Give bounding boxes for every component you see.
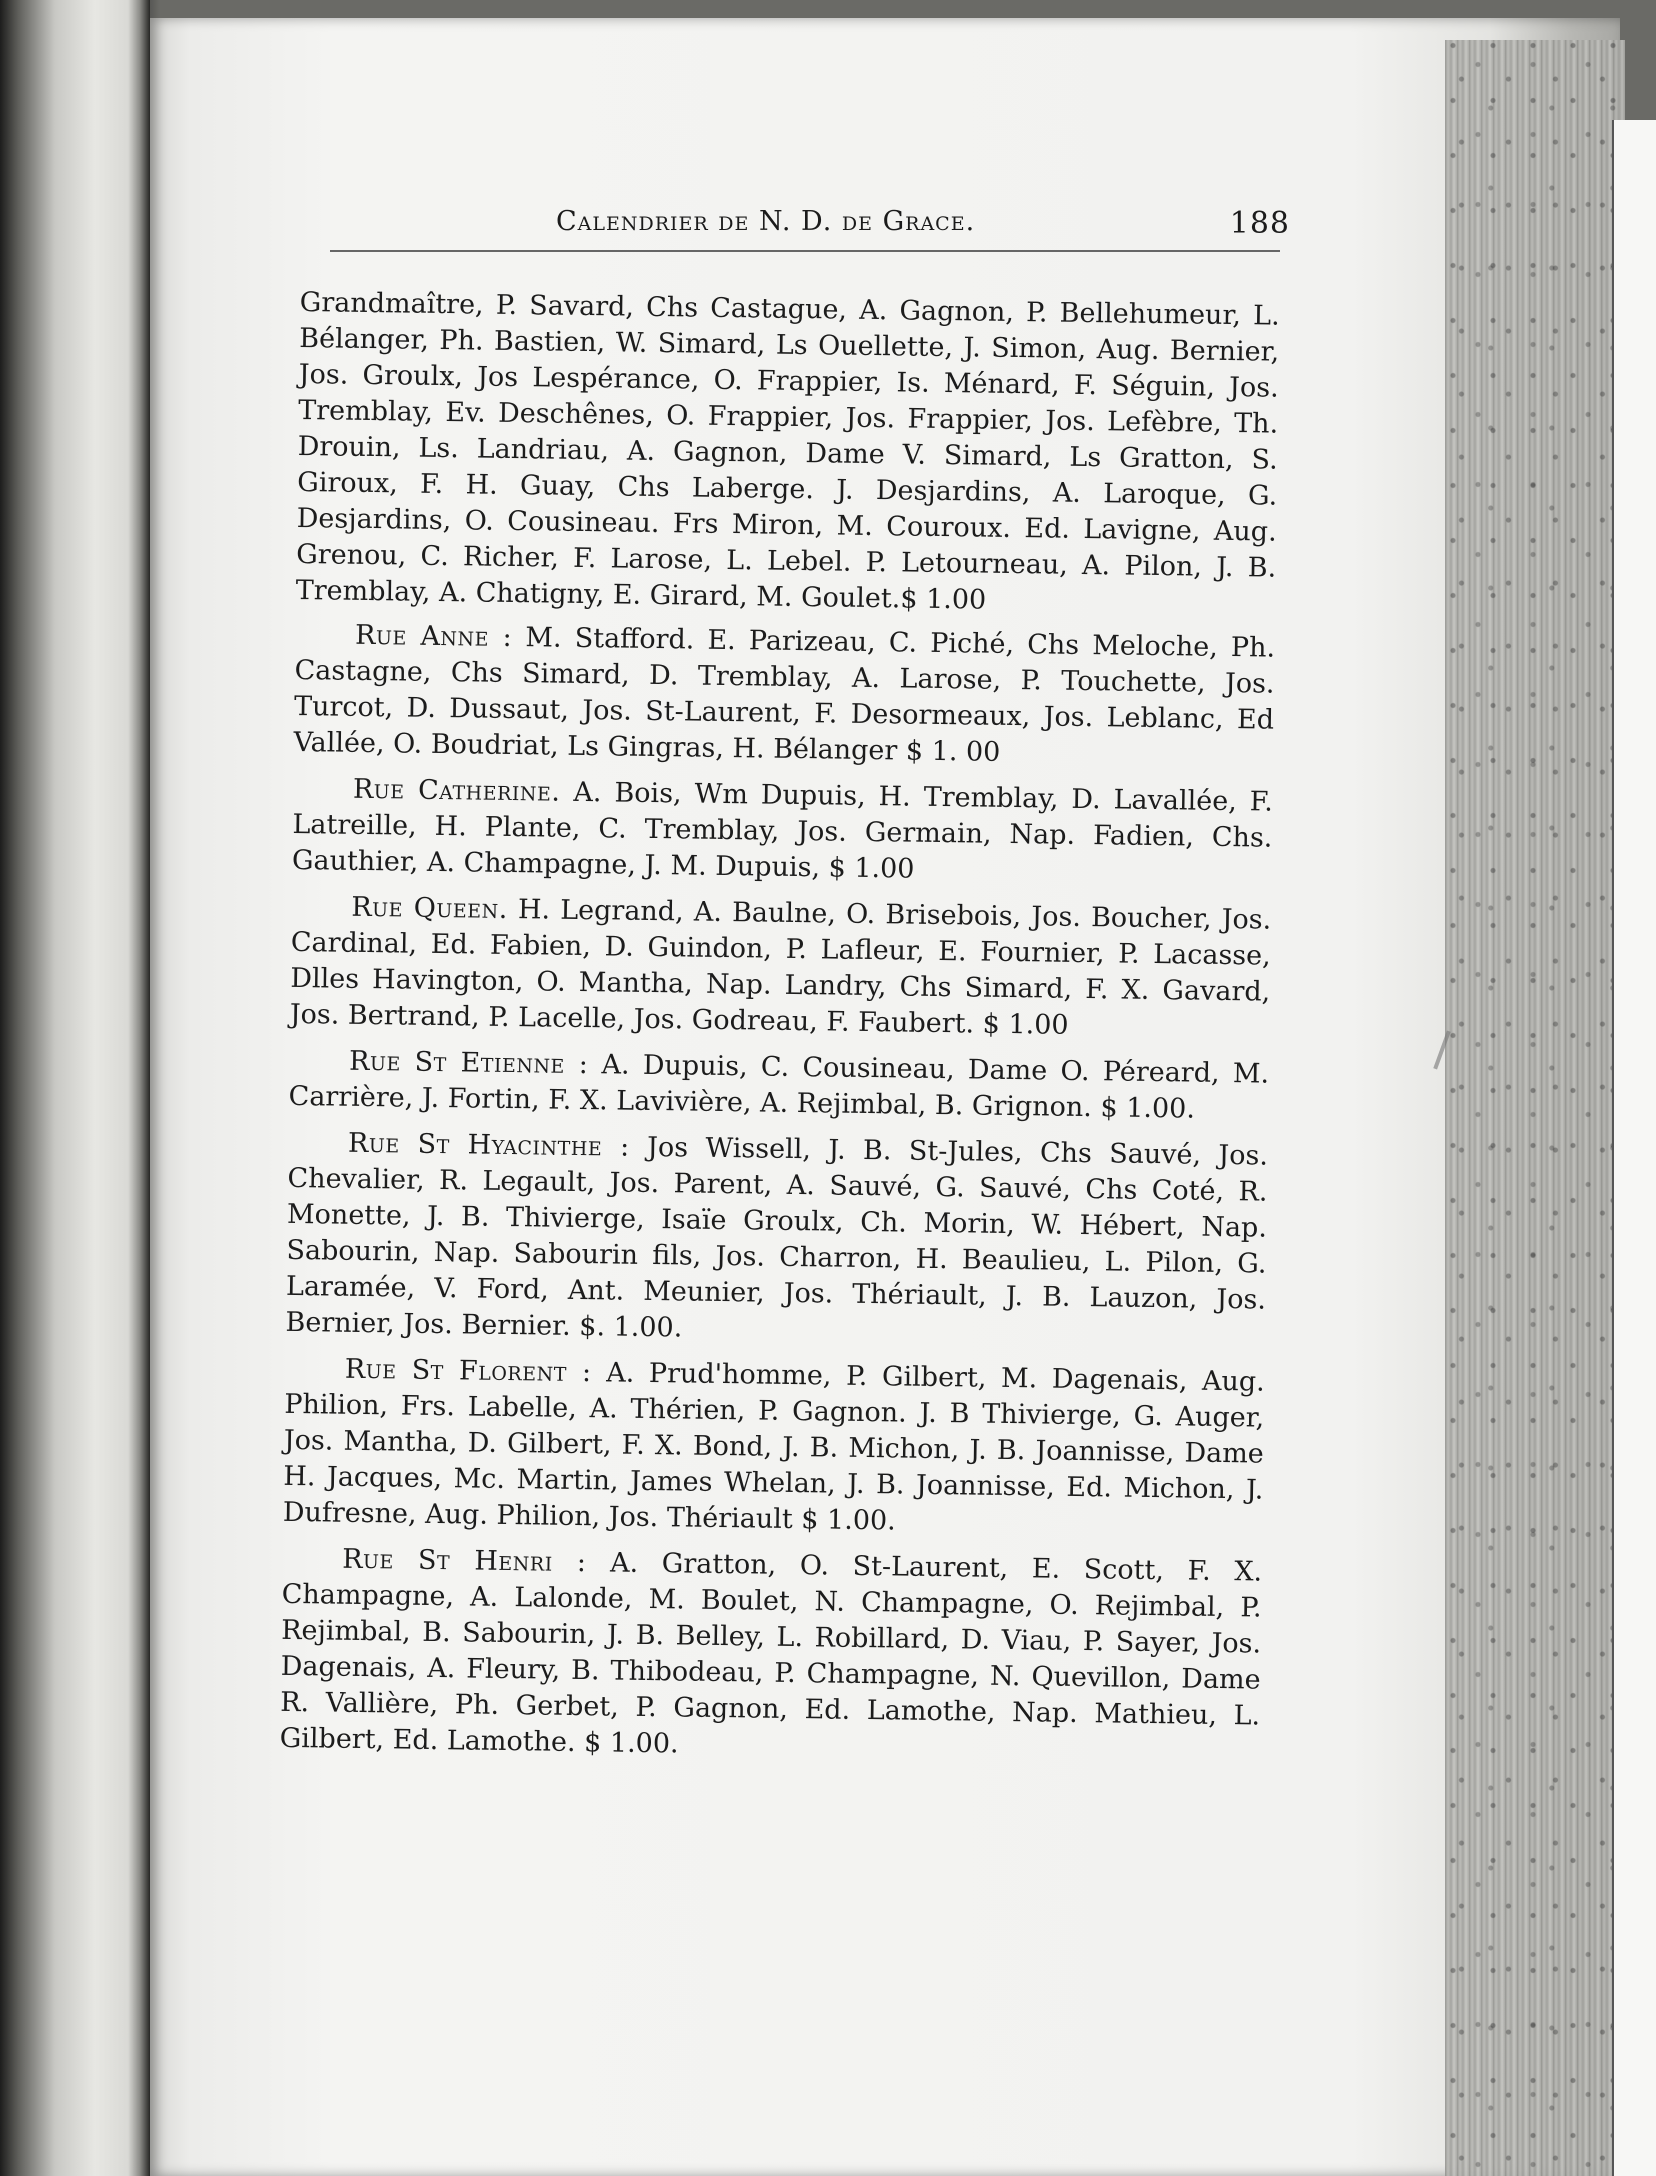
street-heading: Rue Queen. — [351, 891, 508, 925]
right-margin-strip — [1612, 120, 1656, 2176]
list-item — [279, 1541, 1262, 1771]
page-number: 188 — [1229, 206, 1290, 241]
list-item — [293, 617, 1275, 775]
name-list: Jos Wissell, J. B. St-Jules, Chs Sauvé, Jos. Chevalier, R. Legault, Jos. Parent, A. Sauvé, G. Sauvé, Chs Coté, R. Monette, J. B. Thivierge, Isaïe Groulx, Ch. Morin, W. Hébert, Nap. Sabourin, Nap. Sabourin fils, Jos. Charron, H. Beaulieu, L. Pilon, G. Laramée, V. Ford, Ant. Meunier, Jos. Thériault, J. B. Lauzon, Jos. Bernier, Jos. Bernier. $. 1.00. — [285, 1131, 1269, 1344]
name-list: Grandmaître, P. Savard, Chs Castague, A. Gagnon, P. Bellehumeur, L. Bélanger, Ph. Bastien, W. Simard, Ls Ouellette, J. Simon, Aug. Bernier, Jos. Groulx, Jos Lespérance, O. Frappier, Is. Ménard, F. Séguin, Jos. Tremblay, Ev. Deschênes, O. Frappier, Jos. Frappier, Jos. Lefèbre, Th. Drouin, Ls. Landriau, A. Gagnon, Dame V. Simard, Ls Gratton, S. Giroux, F. H. Guay, Chs Laberge. J. Desjardins, A. Laroque, G. Desjardins, O. Cousineau. Frs Miron, M. Couroux. Ed. Lavigne, Aug. Grenou, C. Richer, F. Larose, L. Lebel. P. Letourneau, A. Pilon, J. B. Tremblay, A. Chatigny, E. Girard, M. Goulet.$ 1.00 — [295, 286, 1280, 616]
name-list: A. Dupuis, C. Cousineau, Dame O. Péreard, M. Carrière, J. Fortin, F. X. Lavivière, A. Rejimbal, B. Grignon. $ 1.00. — [288, 1049, 1270, 1125]
left-page-edge — [0, 0, 150, 2176]
page-stack-edge — [1445, 40, 1625, 2176]
street-heading: Rue St Etienne : — [348, 1045, 589, 1081]
name-list: A. Bois, Wm Dupuis, H. Tremblay, D. Lavallée, F. Latreille, H. Plante, C. Tremblay, Jos. Germain, Nap. Fadien, Chs. Gauthier, A. Champagne, J. M. Dupuis, $ 1.00 — [291, 776, 1274, 885]
list-item — [288, 1043, 1269, 1129]
name-list: M. Stafford. E. Parizeau, C. Piché, Chs Meloche, Ph. Castagne, Chs Simard, D. Tremblay, A. Larose, P. Touchette, Jos. Turcot, D. Dussaut, Jos. St-Laurent, F. Desormeaux, Jos. Leblanc, Ed Vallée, O. Boudriat, Ls Gingras, H. Bélanger $ 1. 00 — [293, 622, 1276, 768]
list-item — [295, 285, 1279, 623]
street-heading: Rue St Henri : — [341, 1543, 587, 1579]
name-list: A. Prud'homme, P. Gilbert, M. Dagenais, Aug. Philion, Frs. Labelle, A. Thérien, P. Gagnon. J. B Thivierge, G. Auger, Jos. Mantha, D. Gilbert, F. X. Bond, J. B. Michon, J. B. Joannisse, Dame H. Jacques, Mc. Martin, James Whelan, J. B. Joannisse, Ed. Michon, J. Dufresne, Aug. Philion, Jos. Thériault $ 1.00. — [282, 1357, 1265, 1537]
street-heading: Rue Catherine. — [352, 773, 561, 808]
running-head: Calendrier de N. D. de Grace. — [556, 206, 976, 237]
header-rule — [330, 250, 1280, 252]
body-text — [279, 285, 1280, 1781]
page-header — [380, 206, 1290, 256]
name-list: H. Legrand, A. Baulne, O. Brisebois, Jos. Boucher, Jos. Cardinal, Ed. Fabien, D. Guindon, P. Lafleur, E. Fournier, P. Lacasse, Dlles Havington, O. Mantha, Nap. Landry, Chs Simard, F. X. Gavard, Jos. Bertrand, P. Lacelle, Jos. Godreau, F. Faubert. $ 1.00 — [289, 894, 1272, 1041]
street-heading: Rue Anne : — [354, 619, 513, 653]
list-item — [292, 771, 1273, 893]
street-heading: Rue St Hyacinthe : — [347, 1127, 630, 1163]
street-heading: Rue St Florent : — [344, 1353, 592, 1389]
list-item — [290, 889, 1272, 1047]
list-item — [285, 1125, 1268, 1355]
name-list: A. Gratton, O. St-Laurent, E. Scott, F. X. Champagne, A. Lalonde, M. Boulet, N. Champagne, O. Rejimbal, P. Rejimbal, B. Sabourin, J. B. Belley, L. Robillard, D. Viau, P. Sayer, Jos. Dagenais, A. Fleury, B. Thibodeau, P. Champagne, N. Quevillon, Dame R. Vallière, Ph. Gerbet, P. Gagnon, Ed. Lamothe, Nap. Mathieu, L. Gilbert, Ed. Lamothe. $ 1.00. — [279, 1547, 1263, 1760]
list-item — [283, 1351, 1265, 1545]
